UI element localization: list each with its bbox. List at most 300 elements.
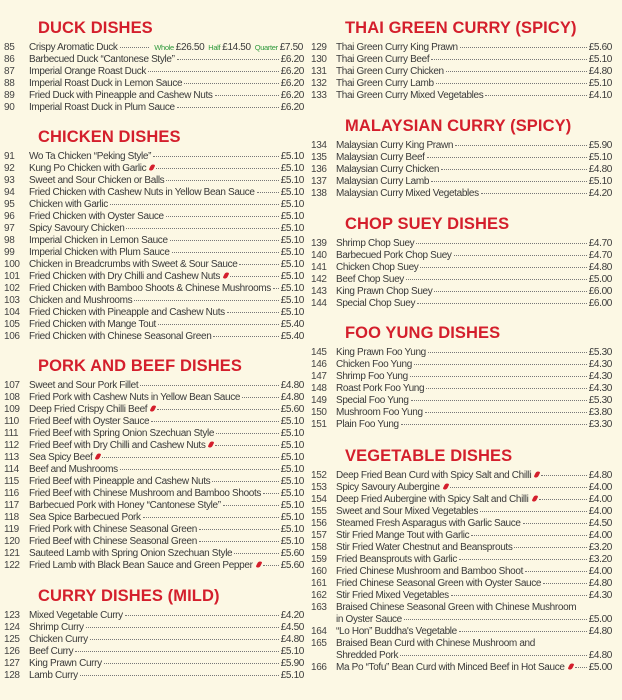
dot-leader xyxy=(441,169,587,170)
item-price: £5.10 xyxy=(280,223,304,234)
dot-leader xyxy=(514,547,586,548)
menu-item xyxy=(4,151,304,163)
section-heading: MALAYSIAN CURRY (SPICY) xyxy=(345,117,572,135)
item-number: 95 xyxy=(4,199,15,210)
dot-leader xyxy=(431,181,587,182)
item-number: 158 xyxy=(311,542,327,553)
item-number: 143 xyxy=(311,286,327,297)
dot-leader xyxy=(234,553,278,554)
item-number: 98 xyxy=(4,235,15,246)
item-number: 112 xyxy=(4,440,19,451)
item-price: £4.80 xyxy=(588,262,612,273)
item-price: £5.10 xyxy=(280,524,304,535)
menu-item xyxy=(311,42,612,54)
item-number: 153 xyxy=(311,482,327,493)
section-heading: VEGETABLE DISHES xyxy=(345,447,513,465)
menu-item xyxy=(311,626,612,638)
section-heading: DUCK DISHES xyxy=(38,19,153,37)
dot-leader xyxy=(212,481,278,482)
item-name: Fried Beef with Pineapple and Cashew Nuts xyxy=(29,476,211,487)
section-heading: CHICKEN DISHES xyxy=(38,128,181,146)
section-vegetable xyxy=(311,447,612,674)
item-number: 111 xyxy=(4,428,19,439)
item-name: Wo Ta Chicken “Peking Style” xyxy=(29,151,152,162)
item-number: 137 xyxy=(311,176,327,187)
item-name: Chicken and Mushrooms xyxy=(29,295,133,306)
item-price: £5.10 xyxy=(588,54,612,65)
item-number: 120 xyxy=(4,536,20,547)
item-name: Crispy Aromatic Duck xyxy=(29,42,118,53)
menu-item xyxy=(4,235,304,247)
item-name: Ma Po “Tofu” Bean Curd with Minced Beef in Hot Sauce xyxy=(336,662,565,673)
item-number: 129 xyxy=(311,42,327,53)
item-price: £4.80 xyxy=(280,634,304,645)
item-name: Fried Chicken with Oyster Sauce xyxy=(29,211,164,222)
menu-item-continuation xyxy=(311,614,612,626)
item-name: Steamed Fresh Asparagus with Garlic Sauce xyxy=(336,518,521,529)
item-number: 149 xyxy=(311,395,327,406)
item-price: £4.50 xyxy=(280,622,304,633)
menu-item xyxy=(4,622,304,634)
item-price: £5.10 xyxy=(280,271,304,282)
item-number: 106 xyxy=(4,331,20,342)
item-price: £5.10 xyxy=(280,259,304,270)
item-name: Malaysian Curry Chicken xyxy=(336,164,440,175)
menu-item xyxy=(311,662,612,674)
menu-item-continuation xyxy=(311,650,612,662)
dot-leader xyxy=(215,95,279,96)
menu-item xyxy=(311,542,612,554)
item-price: £4.80 xyxy=(280,392,304,403)
item-price: £5.10 xyxy=(280,175,304,186)
item-price: £4.80 xyxy=(588,66,612,77)
item-price: £3.20 xyxy=(588,554,612,565)
item-price: £5.10 xyxy=(280,452,304,463)
item-name: Chicken Chop Suey xyxy=(336,262,419,273)
item-number: 163 xyxy=(311,602,327,613)
item-name: Fried Chicken with Mange Tout xyxy=(29,319,156,330)
item-name: Stir Fried Mange Tout with Garlic xyxy=(336,530,470,541)
item-price: £4.30 xyxy=(588,590,612,601)
item-number: 155 xyxy=(311,506,327,517)
item-name: Barbecued Pork Chop Suey xyxy=(336,250,452,261)
item-number: 102 xyxy=(4,283,20,294)
item-number: 124 xyxy=(4,622,20,633)
dot-leader xyxy=(239,264,278,265)
dot-leader xyxy=(446,71,587,72)
item-name: Shrimp Foo Yung xyxy=(336,371,408,382)
item-number: 145 xyxy=(311,347,327,358)
item-price: £6.00 xyxy=(588,286,612,297)
item-name: Fried Beef with Chinese Seasonal Green xyxy=(29,536,197,547)
item-name: Deep Fried Crispy Chilli Beef xyxy=(29,404,148,415)
item-name: Sea Spice Barbecued Pork xyxy=(29,512,141,523)
menu-item xyxy=(4,102,304,114)
dot-leader xyxy=(460,47,587,48)
dot-leader xyxy=(400,655,587,656)
dot-leader xyxy=(166,216,279,217)
section-heading: CHOP SUEY DISHES xyxy=(345,215,510,233)
item-name: Fried Beef with Spring Onion Szechuan Style xyxy=(29,428,215,439)
item-price: £5.10 xyxy=(280,488,304,499)
item-price: £4.30 xyxy=(588,371,612,382)
item-number: 119 xyxy=(4,524,19,535)
item-number: 121 xyxy=(4,548,20,559)
item-number: 108 xyxy=(4,392,20,403)
menu-item xyxy=(311,530,612,542)
item-number: 154 xyxy=(311,494,327,505)
chili-icon xyxy=(531,494,538,502)
item-number: 107 xyxy=(4,380,20,391)
item-name: Stir Fried Water Chestnut and Beansprouts xyxy=(336,542,513,553)
dot-leader xyxy=(213,336,278,337)
dot-leader xyxy=(410,376,587,377)
menu-item xyxy=(311,298,612,310)
menu-item xyxy=(4,392,304,404)
item-number: 151 xyxy=(311,419,327,430)
item-price: £5.00 xyxy=(588,274,612,285)
menu-item xyxy=(4,307,304,319)
item-number: 114 xyxy=(4,464,19,475)
item-number: 105 xyxy=(4,319,20,330)
menu-item xyxy=(4,428,304,440)
item-name: Thai Green Curry Mixed Vegetables xyxy=(336,90,484,101)
menu-item xyxy=(311,407,612,419)
item-name: Malaysian Curry Mixed Vegetables xyxy=(336,188,479,199)
section-duck xyxy=(4,19,304,114)
item-number: 126 xyxy=(4,646,20,657)
item-price: £5.10 xyxy=(280,307,304,318)
dot-leader xyxy=(177,107,279,108)
item-number: 101 xyxy=(4,271,20,282)
dot-leader xyxy=(414,364,587,365)
item-name: Barbecued Pork with Honey “Cantonese Style” xyxy=(29,500,221,511)
item-price: £4.70 xyxy=(588,250,612,261)
item-price: £5.10 xyxy=(280,163,304,174)
item-name: Mushroom Foo Yung xyxy=(336,407,423,418)
dot-leader xyxy=(90,639,279,640)
item-price: £5.10 xyxy=(280,428,304,439)
dot-leader xyxy=(75,651,278,652)
item-number: 152 xyxy=(311,470,327,481)
menu-item xyxy=(311,419,612,431)
dot-leader xyxy=(157,409,278,410)
item-name: Spicy Savoury Aubergine xyxy=(336,482,440,493)
chili-icon xyxy=(223,271,230,279)
dot-leader xyxy=(126,228,278,229)
chili-icon xyxy=(208,440,215,448)
item-price: £5.10 xyxy=(280,464,304,475)
item-name: Braised Bean Curd with Chinese Mushroom and xyxy=(336,638,535,649)
item-number: 110 xyxy=(4,416,19,427)
menu-item xyxy=(311,152,612,164)
menu-item xyxy=(4,223,304,235)
dot-leader xyxy=(80,675,279,676)
item-number: 109 xyxy=(4,404,20,415)
menu-item xyxy=(311,482,612,494)
item-name: Sauteed Lamb with Spring Onion Szechuan Style xyxy=(29,548,233,559)
item-number: 127 xyxy=(4,658,20,669)
item-name: Fried Beansprouts with Garlic xyxy=(336,554,458,565)
menu-item xyxy=(4,452,304,464)
menu-item xyxy=(4,646,304,658)
menu-item xyxy=(311,66,612,78)
item-price: £3.80 xyxy=(588,407,612,418)
item-number: 125 xyxy=(4,634,20,645)
item-name: Imperial Roast Duck in Plum Sauce xyxy=(29,102,175,113)
menu-item xyxy=(4,259,304,271)
item-price: £5.30 xyxy=(588,395,612,406)
price-size-label: Quarter xyxy=(254,43,278,52)
item-number: 92 xyxy=(4,163,15,174)
item-price: £5.90 xyxy=(588,140,612,151)
item-number: 146 xyxy=(311,359,327,370)
item-price: £6.20 xyxy=(280,54,304,65)
item-price: £5.10 xyxy=(280,187,304,198)
dot-leader xyxy=(199,529,279,530)
item-number: 122 xyxy=(4,560,20,571)
dot-leader xyxy=(485,95,586,96)
item-price: £4.20 xyxy=(588,188,612,199)
item-price: £4.80 xyxy=(588,470,612,481)
item-name: Fried Chinese Mushroom and Bamboo Shoot xyxy=(336,566,524,577)
item-price: £4.00 xyxy=(588,506,612,517)
dot-leader xyxy=(263,565,279,566)
item-name: Chicken Foo Yung xyxy=(336,359,412,370)
menu-item xyxy=(4,488,304,500)
menu-item xyxy=(311,359,612,371)
price-size-label: Half xyxy=(208,43,221,52)
dot-leader xyxy=(471,535,586,536)
dot-leader xyxy=(417,303,587,304)
item-name: Fried Chinese Seasonal Green with Oyster Sauce xyxy=(336,578,542,589)
item-name: Chicken in Breadcrumbs with Sweet & Sour Sauce xyxy=(29,259,238,270)
item-name: Imperial Roast Duck in Lemon Sauce xyxy=(29,78,183,89)
dot-leader xyxy=(263,493,279,494)
item-number: 118 xyxy=(4,512,19,523)
item-price: £5.10 xyxy=(280,536,304,547)
item-price: £4.00 xyxy=(588,566,612,577)
dot-leader xyxy=(120,47,150,48)
menu-item xyxy=(4,658,304,670)
item-price: £5.10 xyxy=(280,283,304,294)
section-heading: THAI GREEN CURRY (SPICY) xyxy=(345,19,577,37)
menu-item xyxy=(4,78,304,90)
item-number: 164 xyxy=(311,626,327,637)
item-name: Special Foo Yung xyxy=(336,395,409,406)
menu-item xyxy=(311,494,612,506)
menu-item xyxy=(4,271,304,283)
menu-item xyxy=(4,416,304,428)
item-price: £6.20 xyxy=(280,90,304,101)
dot-leader xyxy=(427,157,587,158)
item-name: Sea Spicy Beef xyxy=(29,452,93,463)
item-name: Deep Fried Aubergine with Spicy Salt and Chilli xyxy=(336,494,529,505)
menu-item xyxy=(4,404,304,416)
item-number: 117 xyxy=(4,500,19,511)
menu-item xyxy=(311,395,612,407)
item-number: 144 xyxy=(311,298,327,309)
menu-item xyxy=(4,42,304,54)
dot-leader xyxy=(134,300,278,301)
dot-leader xyxy=(539,499,587,500)
item-name: Fried Beef with Oyster Sauce xyxy=(29,416,150,427)
item-price: £6.20 xyxy=(280,66,304,77)
item-name: Sweet and Sour Mixed Vegetables xyxy=(336,506,479,517)
item-number: 94 xyxy=(4,187,15,198)
item-number: 166 xyxy=(311,662,327,673)
section-foo-yung xyxy=(311,324,612,431)
section-pork-beef xyxy=(4,357,304,572)
dot-leader xyxy=(404,619,587,620)
item-name: Shrimp Curry xyxy=(29,622,84,633)
item-number: 115 xyxy=(4,476,19,487)
menu-item xyxy=(4,548,304,560)
item-number: 131 xyxy=(311,66,327,77)
chili-icon xyxy=(442,482,449,490)
menu-item xyxy=(311,78,612,90)
item-name: Sweet and Sour Pork Fillet xyxy=(29,380,139,391)
item-price: £5.60 xyxy=(280,548,304,559)
item-name: Thai Green Curry Lamb xyxy=(336,78,434,89)
dot-leader xyxy=(151,421,278,422)
dot-leader xyxy=(156,168,278,169)
item-number: 99 xyxy=(4,247,15,258)
item-price: £4.80 xyxy=(588,578,612,589)
chili-icon xyxy=(534,470,541,478)
menu-item xyxy=(311,470,612,482)
dot-leader xyxy=(436,83,587,84)
item-price: £5.10 xyxy=(280,235,304,246)
dot-leader xyxy=(459,631,587,632)
item-price: £5.10 xyxy=(280,416,304,427)
item-name: Barbecued Duck “Cantonese Style” xyxy=(29,54,175,65)
menu-item xyxy=(311,383,612,395)
menu-item xyxy=(4,331,304,343)
item-price: £4.30 xyxy=(588,383,612,394)
item-number: 133 xyxy=(311,90,327,101)
item-price: £5.10 xyxy=(280,670,304,681)
dot-leader xyxy=(140,385,278,386)
item-number: 140 xyxy=(311,250,327,261)
item-price: £4.00 xyxy=(588,530,612,541)
item-name: Fried Chicken with Bamboo Shoots & Chinese Mushrooms xyxy=(29,283,271,294)
item-name: King Prawn Curry xyxy=(29,658,102,669)
item-number: 136 xyxy=(311,164,327,175)
item-number: 139 xyxy=(311,238,327,249)
dot-leader xyxy=(102,457,278,458)
item-price: £5.10 xyxy=(588,152,612,163)
section-heading: CURRY DISHES (MILD) xyxy=(38,587,220,605)
item-price: £4.80 xyxy=(588,164,612,175)
menu-item xyxy=(311,90,612,102)
menu-item xyxy=(311,238,612,250)
menu-item xyxy=(311,54,612,66)
menu-item xyxy=(311,274,612,286)
menu-item xyxy=(311,140,612,152)
item-price: £5.40 xyxy=(280,319,304,330)
item-name: Braised Chinese Seasonal Green with Chinese Mushroom xyxy=(336,602,577,613)
dot-leader xyxy=(451,595,587,596)
menu-item xyxy=(311,554,612,566)
dot-leader xyxy=(411,400,587,401)
item-price: £4.20 xyxy=(280,610,304,621)
item-name: Kung Po Chicken with Garlic xyxy=(29,163,147,174)
menu-item xyxy=(4,536,304,548)
item-name: Fried Lamb with Black Bean Sauce and Green Pepper xyxy=(29,560,253,571)
item-name: Malaysian Curry King Prawn xyxy=(336,140,454,151)
menu-item xyxy=(4,90,304,102)
item-number: 97 xyxy=(4,223,15,234)
item-price: £5.60 xyxy=(588,42,612,53)
dot-leader xyxy=(104,663,279,664)
dot-leader xyxy=(199,541,279,542)
item-price: £5.10 xyxy=(280,199,304,210)
item-number: 138 xyxy=(311,188,327,199)
dot-leader xyxy=(525,571,587,572)
dot-leader xyxy=(170,240,279,241)
dot-leader xyxy=(216,433,279,434)
item-name: Fried Chicken with Cashew Nuts in Yellow Bean Sauce xyxy=(29,187,255,198)
menu-item xyxy=(4,54,304,66)
item-name: Fried Duck with Pineapple and Cashew Nuts xyxy=(29,90,213,101)
dot-leader xyxy=(110,204,279,205)
dot-leader xyxy=(125,615,279,616)
item-price: £5.10 xyxy=(280,476,304,487)
item-price: £5.10 xyxy=(588,78,612,89)
item-number: 135 xyxy=(311,152,327,163)
item-name: Fried Pork with Chinese Seasonal Green xyxy=(29,524,197,535)
item-number: 128 xyxy=(4,670,20,681)
item-number: 147 xyxy=(311,371,327,382)
dot-leader xyxy=(434,291,586,292)
item-name: Imperial Chicken with Plum Sauce xyxy=(29,247,170,258)
menu-item xyxy=(311,371,612,383)
dot-leader xyxy=(523,523,587,524)
item-name: Fried Beef with Chinese Mushroom and Bamboo Shoots xyxy=(29,488,262,499)
item-price: £4.80 xyxy=(588,650,612,661)
dot-leader xyxy=(428,352,587,353)
item-price: £5.10 xyxy=(280,151,304,162)
item-name: Beef Curry xyxy=(29,646,74,657)
chili-icon xyxy=(149,163,156,171)
item-price: £6.20 xyxy=(280,102,304,113)
dot-leader xyxy=(184,83,279,84)
menu-item xyxy=(4,464,304,476)
menu-item xyxy=(311,566,612,578)
item-price-options xyxy=(151,42,304,54)
item-price: £5.30 xyxy=(588,347,612,358)
item-price: £4.00 xyxy=(588,482,612,493)
item-number: 156 xyxy=(311,518,327,529)
item-name: Roast Pork Foo Yung xyxy=(336,383,425,394)
menu-item xyxy=(311,638,612,650)
dot-leader xyxy=(459,559,587,560)
item-number: 142 xyxy=(311,274,327,285)
item-name: Shrimp Chop Suey xyxy=(336,238,415,249)
menu-item xyxy=(311,176,612,188)
item-name: Fried Chicken with Pineapple and Cashew Nuts xyxy=(29,307,225,318)
item-number: 159 xyxy=(311,554,327,565)
dot-leader xyxy=(541,475,586,476)
menu-item xyxy=(311,506,612,518)
dot-leader xyxy=(401,424,587,425)
dot-leader xyxy=(455,145,587,146)
item-name: Spicy Savoury Chicken xyxy=(29,223,125,234)
item-price: £5.40 xyxy=(280,331,304,342)
item-price: £3.20 xyxy=(588,542,612,553)
dot-leader xyxy=(257,192,279,193)
